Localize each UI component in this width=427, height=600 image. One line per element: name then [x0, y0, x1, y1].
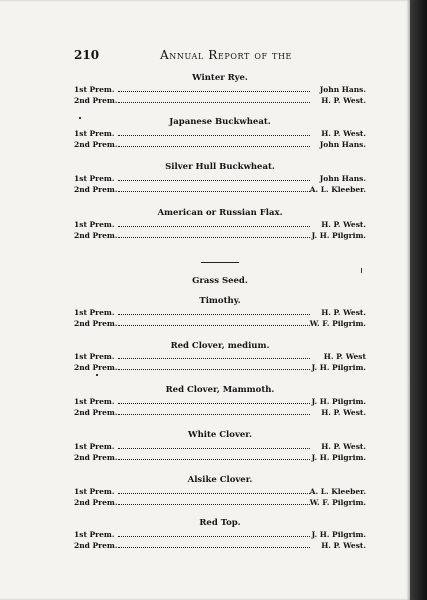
- section-divider: [201, 262, 239, 263]
- winner-name: J. H. Pilgrim.: [311, 363, 366, 372]
- section-title-alsike-clover: Alsike Clover.: [187, 475, 253, 485]
- winner-name: J. H. Pilgrim.: [311, 453, 366, 462]
- prize-row: [74, 453, 366, 463]
- dot-leader: [118, 536, 310, 537]
- prize-rank: 2nd Prem.: [74, 541, 118, 550]
- prize-rank: 1st Prem.: [74, 220, 115, 229]
- winner-name: H. P. West.: [321, 442, 366, 451]
- prize-rank: 1st Prem.: [74, 174, 115, 183]
- prize-rank: 2nd Prem.: [74, 185, 118, 194]
- prize-rank: 2nd Prem.: [74, 363, 118, 372]
- prize-row: [74, 129, 366, 139]
- prize-row: [74, 85, 366, 95]
- prize-row: [74, 408, 366, 418]
- running-head: Annual Report of the: [160, 48, 292, 62]
- prize-rank: 1st Prem.: [74, 442, 115, 451]
- prize-row: [74, 174, 366, 184]
- prize-row: [74, 319, 366, 329]
- prize-rank: 2nd Prem.: [74, 498, 118, 507]
- winner-name: H. P. West.: [321, 541, 366, 550]
- dot-leader: [118, 459, 310, 460]
- print-speck: [79, 117, 81, 119]
- dot-leader: [118, 191, 310, 192]
- prize-row: [74, 231, 366, 241]
- dot-leader: [118, 504, 310, 505]
- prize-row: [74, 140, 366, 150]
- prize-row: [74, 352, 366, 362]
- prize-rank: 2nd Prem.: [74, 408, 118, 417]
- prize-rank: 2nd Prem.: [74, 453, 118, 462]
- winner-name: H. P. West.: [321, 129, 366, 138]
- dot-leader: [118, 325, 310, 326]
- winner-name: J. H. Pilgrim.: [311, 231, 366, 240]
- prize-row: [74, 220, 366, 230]
- winner-name: H. P. West: [323, 352, 366, 361]
- prize-row: [74, 530, 366, 540]
- prize-rank: 1st Prem.: [74, 352, 115, 361]
- prize-rank: 1st Prem.: [74, 308, 115, 317]
- prize-row: [74, 308, 366, 318]
- section-title-timothy: Timothy.: [199, 296, 241, 306]
- prize-rank: 2nd Prem.: [74, 319, 118, 328]
- category-heading: Grass Seed.: [192, 276, 248, 286]
- section-title-red-top: Red Top.: [199, 518, 241, 528]
- winner-name: A. L. Kleeber.: [309, 487, 366, 496]
- dot-leader: [118, 135, 310, 136]
- section-title-flax: American or Russian Flax.: [157, 208, 283, 218]
- winner-name: John Hans.: [319, 174, 366, 183]
- section-title-red-clover-mammoth: Red Clover, Mammoth.: [165, 385, 275, 395]
- prize-rank: 1st Prem.: [74, 85, 115, 94]
- print-speck: [96, 374, 98, 376]
- prize-rank: 1st Prem.: [74, 487, 115, 496]
- scan-edge: [410, 0, 427, 600]
- dot-leader: [118, 237, 310, 238]
- dot-leader: [118, 226, 310, 227]
- prize-rank: 1st Prem.: [74, 129, 115, 138]
- winner-name: J. H. Pilgrim.: [311, 530, 366, 539]
- prize-rank: 2nd Prem.: [74, 231, 118, 240]
- prize-row: [74, 498, 366, 508]
- dot-leader: [118, 91, 310, 92]
- section-title-red-clover-medium: Red Clover, medium.: [170, 341, 270, 351]
- winner-name: H. P. West.: [321, 220, 366, 229]
- dot-leader: [118, 414, 310, 415]
- prize-rank: 1st Prem.: [74, 530, 115, 539]
- prize-row: [74, 397, 366, 407]
- dot-leader: [118, 358, 310, 359]
- winner-name: W. F. Pilgrim.: [309, 498, 366, 507]
- prize-row: [74, 487, 366, 497]
- prize-row: [74, 363, 366, 373]
- print-speck: [361, 268, 362, 273]
- dot-leader: [118, 314, 310, 315]
- prize-row: [74, 442, 366, 452]
- prize-row: [74, 96, 366, 106]
- dot-leader: [118, 403, 310, 404]
- prize-rank: 2nd Prem.: [74, 96, 118, 105]
- dot-leader: [118, 448, 310, 449]
- dot-leader: [118, 369, 310, 370]
- dot-leader: [118, 102, 310, 103]
- dot-leader: [118, 180, 310, 181]
- winner-name: John Hans.: [319, 85, 366, 94]
- dot-leader: [118, 547, 310, 548]
- prize-row: [74, 185, 366, 195]
- section-title-white-clover: White Clover.: [188, 430, 252, 440]
- winner-name: H. P. West.: [321, 308, 366, 317]
- section-title-japanese-buckwheat: Japanese Buckwheat.: [169, 117, 271, 127]
- prize-rank: 2nd Prem.: [74, 140, 118, 149]
- section-title-winter-rye: Winter Rye.: [192, 73, 248, 83]
- winner-name: A. L. Kleeber.: [309, 185, 366, 194]
- winner-name: W. F. Pilgrim.: [309, 319, 366, 328]
- page-header: [74, 48, 366, 62]
- page-number: 210: [74, 48, 100, 62]
- winner-name: H. P. West.: [321, 96, 366, 105]
- dot-leader: [118, 146, 310, 147]
- winner-name: J. H. Pilgrim.: [311, 397, 366, 406]
- dot-leader: [118, 493, 310, 494]
- winner-name: H. P. West.: [321, 408, 366, 417]
- prize-row: [74, 541, 366, 551]
- section-title-silver-hull-buckwheat: Silver Hull Buckwheat.: [165, 162, 275, 172]
- prize-rank: 1st Prem.: [74, 397, 115, 406]
- winner-name: John Hans.: [319, 140, 366, 149]
